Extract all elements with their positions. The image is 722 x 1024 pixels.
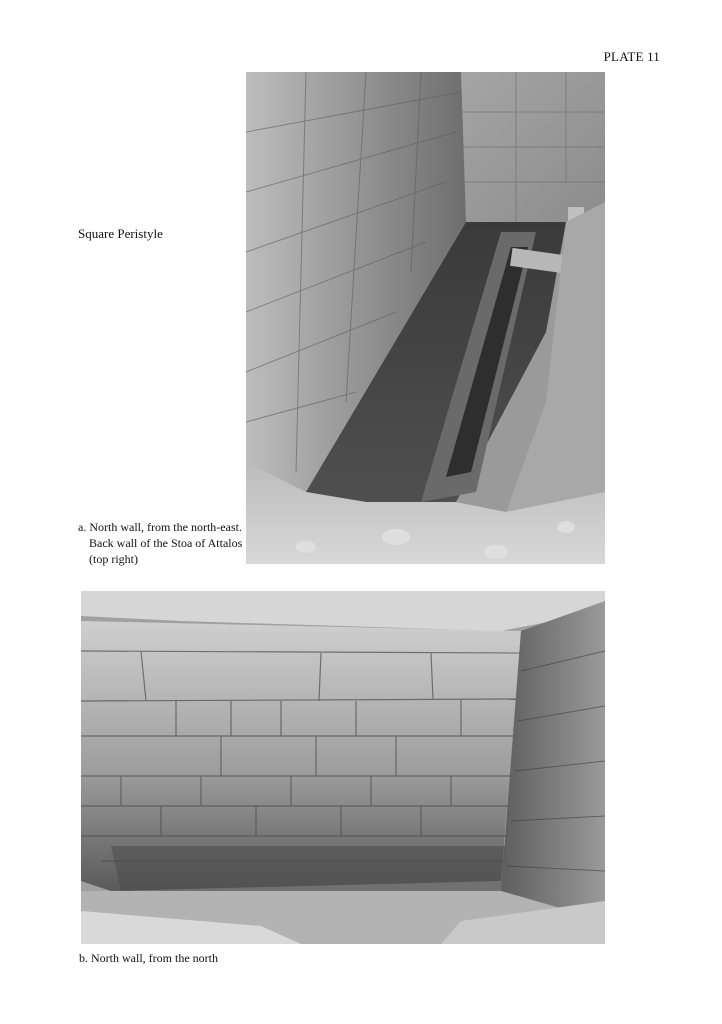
photo-b-north-wall-north [81, 591, 605, 944]
photo-a-image [246, 72, 605, 564]
photo-a-north-wall-northeast [246, 72, 605, 564]
photo-b-image [81, 591, 605, 944]
caption-a: a. North wall, from the north-east. Back wall of the Stoa of Attalos (top right) [78, 520, 243, 566]
section-title: Square Peristyle [78, 226, 163, 241]
caption-b: b. North wall, from the north [79, 951, 218, 965]
plate-number: PLATE 11 [603, 49, 660, 64]
